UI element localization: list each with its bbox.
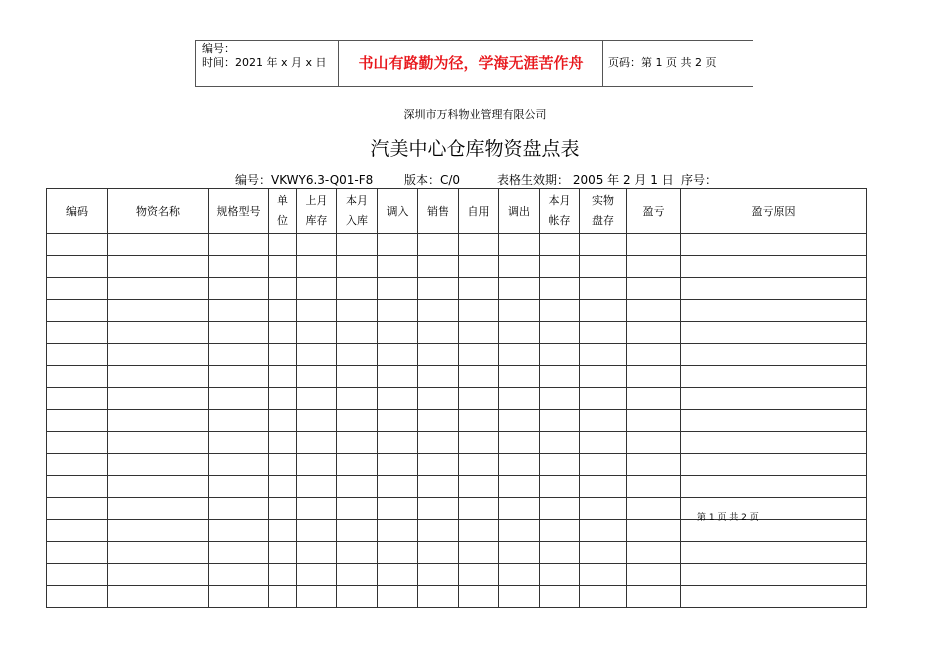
table-cell — [418, 410, 459, 432]
table-cell — [297, 454, 337, 476]
table-cell — [47, 586, 108, 608]
company-name: 深圳市万科物业管理有限公司 — [403, 108, 547, 121]
table-cell — [540, 542, 580, 564]
table-cell — [540, 256, 580, 278]
table-cell — [337, 476, 378, 498]
column-header-line2: 帐存 — [548, 214, 571, 227]
table-cell — [459, 586, 499, 608]
table-cell — [378, 564, 418, 586]
table-cell — [459, 564, 499, 586]
table-cell — [540, 322, 580, 344]
header-divider-1 — [338, 40, 339, 86]
table-cell — [269, 366, 297, 388]
table-cell — [297, 586, 337, 608]
table-cell — [108, 432, 209, 454]
table-cell — [499, 366, 540, 388]
table-cell — [459, 322, 499, 344]
table-cell — [627, 366, 681, 388]
table-cell — [459, 344, 499, 366]
table-cell — [108, 454, 209, 476]
table-cell — [580, 234, 627, 256]
table-cell — [681, 410, 867, 432]
table-cell — [378, 344, 418, 366]
table-cell — [459, 498, 499, 520]
table-cell — [378, 498, 418, 520]
table-cell — [459, 388, 499, 410]
column-header-line2: 库存 — [305, 214, 328, 227]
table-cell — [378, 432, 418, 454]
table-row — [47, 234, 867, 256]
table-cell — [499, 564, 540, 586]
table-cell — [209, 454, 269, 476]
table-cell — [378, 388, 418, 410]
column-header-line1: 本月 — [548, 194, 571, 207]
table-cell — [297, 256, 337, 278]
table-cell — [337, 454, 378, 476]
column-header-line1: 本月 — [346, 194, 368, 207]
column-header: 物资名称 — [108, 189, 209, 234]
table-cell — [337, 300, 378, 322]
table-cell — [108, 366, 209, 388]
table-cell — [209, 564, 269, 586]
table-row — [47, 542, 867, 564]
table-cell — [269, 300, 297, 322]
table-cell — [627, 300, 681, 322]
table-cell — [378, 410, 418, 432]
table-cell — [209, 498, 269, 520]
table-cell — [627, 454, 681, 476]
table-cell — [378, 366, 418, 388]
table-cell — [337, 256, 378, 278]
table-cell — [108, 344, 209, 366]
header-bottom-border — [195, 86, 753, 87]
table-cell — [108, 234, 209, 256]
table-cell — [378, 454, 418, 476]
table-cell — [209, 432, 269, 454]
table-row — [47, 278, 867, 300]
table-cell — [459, 256, 499, 278]
column-header — [540, 189, 580, 234]
table-cell — [337, 498, 378, 520]
table-row — [47, 300, 867, 322]
table-cell — [47, 410, 108, 432]
column-header: 销售 — [418, 189, 459, 234]
table-cell — [108, 278, 209, 300]
table-cell — [540, 498, 580, 520]
table-cell — [209, 476, 269, 498]
table-cell — [47, 498, 108, 520]
table-cell — [681, 300, 867, 322]
table-cell — [499, 498, 540, 520]
table-cell — [499, 388, 540, 410]
table-cell — [108, 476, 209, 498]
table-cell — [108, 520, 209, 542]
table-cell — [681, 476, 867, 498]
column-header: 盈亏 — [627, 189, 681, 234]
table-row — [47, 586, 867, 608]
table-cell — [269, 542, 297, 564]
table-cell — [297, 388, 337, 410]
table-cell — [418, 432, 459, 454]
table-cell — [580, 256, 627, 278]
table-cell — [269, 344, 297, 366]
table-cell — [681, 344, 867, 366]
table-cell — [269, 322, 297, 344]
table-cell — [540, 388, 580, 410]
header-page-info: 页码：第 1 页 共 2 页 — [608, 56, 717, 69]
table-cell — [297, 498, 337, 520]
table-cell — [378, 542, 418, 564]
table-cell — [108, 410, 209, 432]
column-header-line1: 单 — [277, 194, 288, 207]
table-cell — [627, 322, 681, 344]
table-cell — [627, 234, 681, 256]
column-header-line2: 盘存 — [592, 214, 614, 227]
table-cell — [47, 366, 108, 388]
table-cell — [459, 520, 499, 542]
column-header-line1: 上月 — [305, 194, 328, 207]
column-header: 调入 — [378, 189, 418, 234]
column-header — [337, 189, 378, 234]
table-row — [47, 432, 867, 454]
table-cell — [627, 542, 681, 564]
table-cell — [337, 410, 378, 432]
table-cell — [499, 542, 540, 564]
table-cell — [499, 256, 540, 278]
table-cell — [108, 498, 209, 520]
table-cell — [47, 234, 108, 256]
table-cell — [47, 432, 108, 454]
table-cell — [47, 344, 108, 366]
table-cell — [459, 278, 499, 300]
table-cell — [499, 234, 540, 256]
table-cell — [459, 300, 499, 322]
table-cell — [269, 432, 297, 454]
table-header-row — [47, 189, 867, 234]
table-cell — [337, 344, 378, 366]
table-cell — [681, 454, 867, 476]
table-cell — [499, 454, 540, 476]
table-cell — [337, 520, 378, 542]
table-cell — [627, 388, 681, 410]
column-header-line2: 位 — [277, 214, 288, 227]
table-cell — [627, 256, 681, 278]
table-cell — [47, 388, 108, 410]
table-cell — [209, 278, 269, 300]
table-cell — [540, 476, 580, 498]
table-cell — [209, 520, 269, 542]
table-cell — [209, 410, 269, 432]
table-cell — [297, 344, 337, 366]
table-cell — [297, 322, 337, 344]
table-cell — [108, 542, 209, 564]
table-cell — [580, 300, 627, 322]
table-cell — [459, 410, 499, 432]
table-cell — [378, 300, 418, 322]
table-cell — [47, 564, 108, 586]
table-cell — [681, 586, 867, 608]
table-row — [47, 476, 867, 498]
table-cell — [459, 366, 499, 388]
table-cell — [627, 564, 681, 586]
table-cell — [681, 366, 867, 388]
table-cell — [580, 388, 627, 410]
table-cell — [108, 564, 209, 586]
table-cell — [209, 542, 269, 564]
table-cell — [499, 432, 540, 454]
table-cell — [681, 256, 867, 278]
table-cell — [378, 586, 418, 608]
header-motto: 书山有路勤为径，学海无涯苦作舟 — [358, 54, 584, 72]
table-cell — [540, 586, 580, 608]
table-cell — [337, 542, 378, 564]
table-cell — [209, 366, 269, 388]
table-cell — [108, 300, 209, 322]
table-cell — [499, 344, 540, 366]
table-cell — [418, 256, 459, 278]
table-cell — [297, 564, 337, 586]
table-cell — [540, 234, 580, 256]
table-cell — [297, 520, 337, 542]
table-cell — [297, 542, 337, 564]
table-cell — [499, 300, 540, 322]
table-cell — [337, 388, 378, 410]
table-cell — [540, 344, 580, 366]
table-cell — [297, 476, 337, 498]
table-cell — [47, 520, 108, 542]
table-cell — [47, 278, 108, 300]
table-cell — [108, 586, 209, 608]
column-header — [580, 189, 627, 234]
meta-effective-date: 表格生效期： 2005 年 2 月 1 日 — [497, 173, 674, 187]
meta-seq: 序号： — [681, 173, 718, 187]
table-cell — [378, 256, 418, 278]
table-cell — [681, 432, 867, 454]
table-row — [47, 454, 867, 476]
table-cell — [47, 476, 108, 498]
table-cell — [627, 520, 681, 542]
table-cell — [418, 366, 459, 388]
table-cell — [337, 322, 378, 344]
header-code-time — [202, 42, 327, 70]
table-cell — [209, 322, 269, 344]
table-cell — [269, 256, 297, 278]
table-cell — [418, 300, 459, 322]
table-cell — [209, 256, 269, 278]
table-cell — [681, 278, 867, 300]
table-cell — [580, 586, 627, 608]
table-cell — [580, 410, 627, 432]
column-header: 规格型号 — [209, 189, 269, 234]
table-cell — [540, 300, 580, 322]
table-cell — [209, 234, 269, 256]
table-cell — [297, 410, 337, 432]
table-cell — [418, 322, 459, 344]
table-cell — [418, 520, 459, 542]
table-cell — [418, 234, 459, 256]
table-cell — [499, 476, 540, 498]
table-cell — [681, 542, 867, 564]
table-cell — [269, 564, 297, 586]
table-cell — [297, 432, 337, 454]
table-cell — [269, 278, 297, 300]
table-cell — [459, 432, 499, 454]
table-cell — [337, 234, 378, 256]
table-cell — [459, 476, 499, 498]
table-cell — [337, 564, 378, 586]
table-cell — [627, 278, 681, 300]
table-cell — [580, 564, 627, 586]
table-cell — [47, 256, 108, 278]
table-cell — [418, 586, 459, 608]
table-cell — [269, 410, 297, 432]
table-cell — [627, 498, 681, 520]
column-header: 自用 — [459, 189, 499, 234]
table-row — [47, 366, 867, 388]
column-header-line2: 入库 — [346, 214, 368, 227]
table-cell — [499, 586, 540, 608]
table-cell — [209, 586, 269, 608]
table-cell — [269, 234, 297, 256]
table-cell — [499, 410, 540, 432]
table-cell — [108, 388, 209, 410]
table-cell — [269, 454, 297, 476]
table-cell — [580, 278, 627, 300]
table-cell — [378, 278, 418, 300]
table-cell — [337, 278, 378, 300]
table-cell — [209, 388, 269, 410]
header-code-label: 编号： — [202, 42, 235, 55]
table-cell — [418, 476, 459, 498]
table-cell — [418, 278, 459, 300]
header-divider-left — [195, 40, 196, 86]
table-cell — [378, 234, 418, 256]
table-cell — [681, 234, 867, 256]
table-cell — [540, 432, 580, 454]
table-cell — [540, 278, 580, 300]
table-cell — [540, 410, 580, 432]
meta-code: 编号：VKWY6.3-Q01-F8 — [235, 173, 374, 187]
table-cell — [580, 476, 627, 498]
table-cell — [627, 410, 681, 432]
column-header-line1: 实物 — [592, 194, 614, 207]
table-cell — [378, 476, 418, 498]
table-cell — [540, 520, 580, 542]
table-cell — [47, 542, 108, 564]
table-cell — [418, 542, 459, 564]
column-header: 盈亏原因 — [681, 189, 867, 234]
table-cell — [459, 542, 499, 564]
table-cell — [108, 322, 209, 344]
column-header: 调出 — [499, 189, 540, 234]
table-cell — [459, 234, 499, 256]
table-cell — [580, 432, 627, 454]
table-cell — [499, 278, 540, 300]
table-cell — [580, 454, 627, 476]
table-cell — [108, 256, 209, 278]
table-cell — [337, 366, 378, 388]
table-cell — [459, 454, 499, 476]
table-cell — [580, 542, 627, 564]
table-cell — [337, 586, 378, 608]
table-row — [47, 388, 867, 410]
table-cell — [47, 454, 108, 476]
table-cell — [499, 322, 540, 344]
table-row — [47, 564, 867, 586]
table-cell — [627, 586, 681, 608]
table-cell — [378, 520, 418, 542]
table-cell — [681, 322, 867, 344]
table-cell — [418, 454, 459, 476]
column-header: 编码 — [47, 189, 108, 234]
footer-page-number: 第 1 页 共 2 页 — [697, 513, 759, 523]
table-cell — [47, 300, 108, 322]
table-cell — [47, 322, 108, 344]
table-cell — [209, 344, 269, 366]
table-cell — [337, 432, 378, 454]
header-divider-2 — [602, 40, 603, 86]
table-cell — [378, 322, 418, 344]
table-row — [47, 410, 867, 432]
table-cell — [580, 498, 627, 520]
table-cell — [297, 234, 337, 256]
table-cell — [627, 476, 681, 498]
table-cell — [418, 564, 459, 586]
table-cell — [297, 300, 337, 322]
table-cell — [269, 520, 297, 542]
column-header — [269, 189, 297, 234]
table-cell — [269, 388, 297, 410]
table-cell — [418, 498, 459, 520]
table-cell — [540, 454, 580, 476]
table-cell — [627, 432, 681, 454]
table-cell — [580, 366, 627, 388]
table-row — [47, 322, 867, 344]
column-header — [297, 189, 337, 234]
table-cell — [297, 366, 337, 388]
table-row — [47, 344, 867, 366]
table-cell — [297, 278, 337, 300]
table-cell — [627, 344, 681, 366]
table-cell — [681, 564, 867, 586]
table-cell — [269, 476, 297, 498]
table-cell — [269, 586, 297, 608]
table-cell — [580, 520, 627, 542]
table-cell — [499, 520, 540, 542]
table-cell — [580, 322, 627, 344]
table-cell — [681, 388, 867, 410]
table-cell — [580, 344, 627, 366]
table-cell — [209, 300, 269, 322]
table-cell — [540, 366, 580, 388]
table-row — [47, 256, 867, 278]
table-cell — [540, 564, 580, 586]
document-title: 汽美中心仓库物资盘点表 — [370, 138, 580, 160]
table-cell — [418, 344, 459, 366]
inventory-table — [46, 188, 867, 608]
header-time-label: 时间：2021 年 x 月 x 日 — [202, 56, 327, 69]
table-cell — [418, 388, 459, 410]
document-header — [195, 40, 753, 86]
table-cell — [269, 498, 297, 520]
meta-version: 版本：C/0 — [404, 173, 461, 187]
